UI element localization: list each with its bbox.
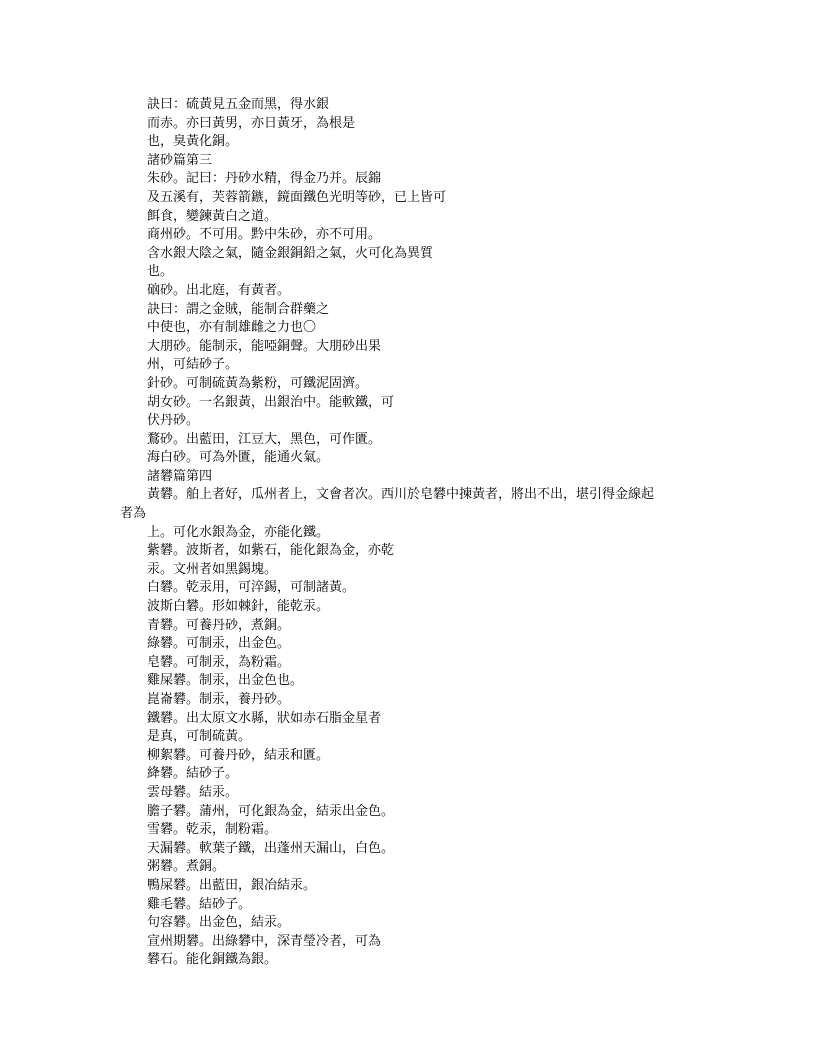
text-line: 絳礬。結砂子。 xyxy=(147,766,239,782)
text-line: 鴨屎礬。出藍田，銀冶結汞。 xyxy=(147,877,317,893)
text-line: 皂礬。可制汞，為粉霜。 xyxy=(147,654,291,670)
text-line: 商州砂。不可用。黔中朱砂，亦不可用。 xyxy=(147,227,382,243)
text-line: 朱砂。記曰：丹砂水精，得金乃并。辰錦 xyxy=(147,171,382,187)
text-line: 雪礬。乾汞，制粉霜。 xyxy=(147,822,278,838)
text-line: 雞毛礬。結砂子。 xyxy=(147,896,252,912)
text-line: 伏丹砂。 xyxy=(147,413,200,429)
text-line: 宣州期礬。出綠礬中，深青瑩冷者，可為 xyxy=(147,933,382,949)
text-line: 崑崙礬。制汞，養丹砂。 xyxy=(147,692,291,707)
text-line: 粥礬。煮銅。 xyxy=(147,859,226,875)
text-line: 鶩砂。出藍田，江豆大，黑色，可作匱。 xyxy=(147,431,382,447)
text-line: 鐵礬。出太原文水縣，狀如赤石脂金星者 xyxy=(147,710,382,726)
text-line: 州，可結砂子。 xyxy=(147,357,239,373)
text-line: 雲母礬。結汞。 xyxy=(147,784,239,800)
text-line: 訣曰：硫黃見五金而黑，得水銀 xyxy=(147,97,330,112)
text-line: 上。可化水銀為金，亦能化鐵。 xyxy=(147,524,330,540)
text-line: 針砂。可制硫黃為紫粉，可鐵泥固濟。 xyxy=(147,375,369,391)
text-line: 也。 xyxy=(147,264,174,280)
text-line: 紫礬。波斯者，如紫石，能化銀為金，亦乾 xyxy=(147,543,395,559)
text-line: 汞。文州者如黑錫塊。 xyxy=(147,561,278,577)
text-line: 天漏礬。軟葉子鐵，出蓬州天漏山，白色。 xyxy=(147,840,395,856)
text-line: 海白砂。可為外匱，能通火氣。 xyxy=(147,450,330,466)
section-heading: 諸礬篇第四 xyxy=(147,468,213,484)
document-page xyxy=(0,96,816,970)
text-line: 中使也，亦有制雄雌之力也〇 xyxy=(147,320,317,336)
text-line: 礬石。能化銅鐵為銀。 xyxy=(147,952,278,968)
text-line: 胡女砂。一名銀黃，出銀治中。能軟鐵，可 xyxy=(147,394,395,410)
text-line: 波斯白礬。形如棘針，能乾汞。 xyxy=(147,599,330,615)
text-line-continuation: 者為 xyxy=(120,506,147,522)
text-line: 是真，可制硫黃。 xyxy=(147,729,252,745)
text-line: 及五溪有，芙蓉箭鏃，鏡面鐵色光明等砂，已上皆可 xyxy=(147,189,447,205)
text-line: 含水銀大陰之氣，隨金銀銅鉛之氣，火可化為異質 xyxy=(147,245,434,261)
text-line: 硇砂。出北庭，有黃者。 xyxy=(147,282,291,298)
text-line: 訣曰：謂之金賊，能制合群藥之 xyxy=(147,301,330,317)
text-line: 句容礬。出金色，結汞。 xyxy=(147,915,291,931)
section-heading: 諸砂篇第三 xyxy=(147,152,213,168)
text-line: 白礬。乾汞用，可淬錫，可制諸黃。 xyxy=(147,580,356,596)
text-line: 膽子礬。蒲州，可化銀為金，結汞出金色。 xyxy=(147,803,395,819)
text-line: 大朋砂。能制汞，能啞銅聲。大朋砂出果 xyxy=(147,338,382,354)
text-line: 雞屎礬。制汞，出金色也。 xyxy=(147,673,304,689)
text-line: 餌食，變鍊黃白之道。 xyxy=(147,208,278,224)
text-line: 也，臭黃化銅。 xyxy=(147,134,239,150)
text-line: 柳絮礬。可養丹砂，結汞和匱。 xyxy=(147,747,330,763)
text-line: 而赤。亦曰黃男，亦日黃牙，為根是 xyxy=(147,115,356,131)
text-line: 黃礬。舶上者好，瓜州者上，文會者次。西川於皂礬中揀黃者，將出不出，堪引得金線起 xyxy=(147,487,655,503)
text-line: 綠礬。可制汞，出金色。 xyxy=(147,636,291,652)
text-line: 青礬。可養丹砂，煮銅。 xyxy=(147,617,291,633)
